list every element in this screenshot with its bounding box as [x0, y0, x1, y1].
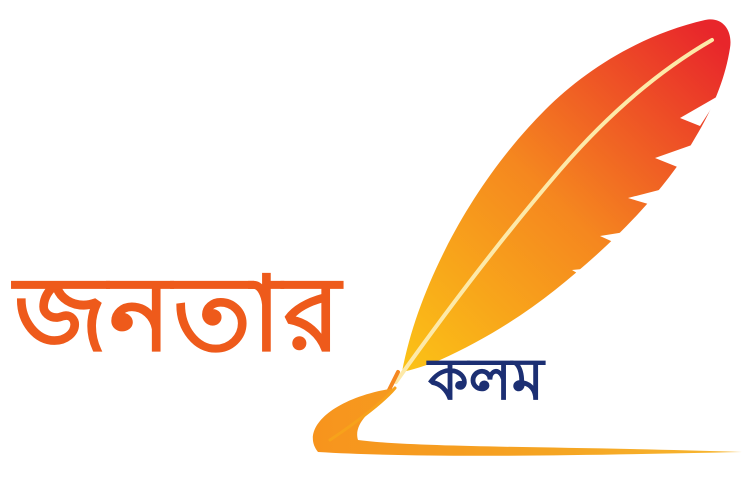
brand-sub-word: কলম [428, 345, 544, 413]
brand-main-word: জনতার [14, 253, 343, 375]
